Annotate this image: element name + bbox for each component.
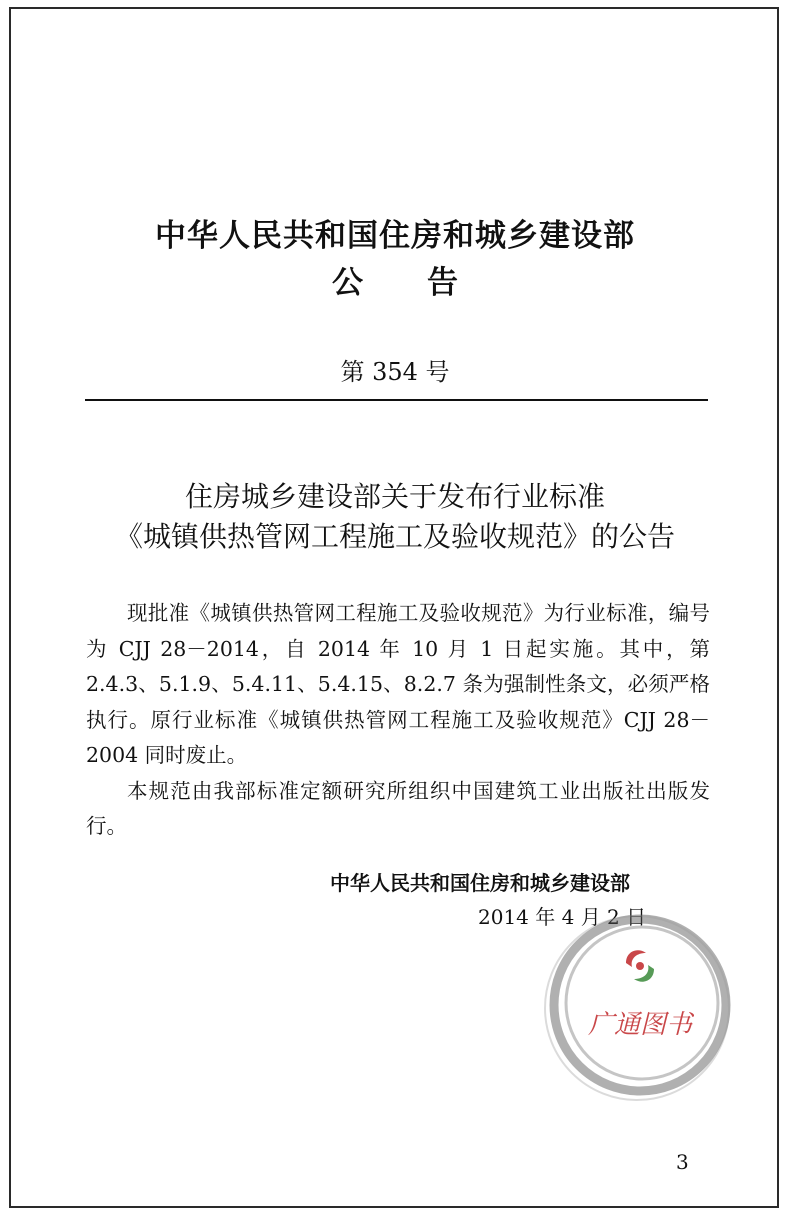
watermark-stamp — [540, 905, 740, 1105]
notice-body — [86, 596, 710, 845]
notice-number: 第 354 号 — [340, 358, 450, 386]
signature-organization: 中华人民共和国住房和城乡建设部 — [330, 871, 630, 895]
ministry-title: 中华人民共和国住房和城乡建设部 — [155, 218, 635, 254]
page-number: 3 — [676, 1150, 689, 1174]
stamp-ring-outer — [554, 919, 726, 1091]
body-paragraph-2: 本规范由我部标准定额研究所组织中国建筑工业出版社出版发行。 — [86, 778, 710, 838]
body-paragraph-1: 现批准《城镇供热管网工程施工及验收规范》为行业标准，编号为 CJJ 28－2014，自 2014 年 10 月 1 日起实施。其中，第 2.4.3、5.1.9、5.4.11、5.4.15、8.2.7 条为强制性条文，必须严格执行。原行业标准《城镇供热管网工程施工及验收规范》CJJ 28－2004 同时废止。 — [86, 601, 710, 767]
notice-subject — [0, 477, 790, 557]
stamp-ring-faint — [545, 916, 729, 1100]
subject-line-1: 住房城乡建设部关于发布行业标准 — [184, 480, 605, 513]
stamp-text: 广通图书 — [587, 1010, 693, 1040]
stamp-ring-inner — [566, 927, 718, 1079]
stamp-logo-icon — [626, 950, 654, 982]
notice-heading: 公告 — [332, 265, 522, 301]
divider-rule — [85, 399, 708, 401]
subject-line-2: 《城镇供热管网工程施工及验收规范》的公告 — [114, 520, 675, 553]
signature-date: 2014 年 4 月 2 日 — [478, 905, 647, 929]
